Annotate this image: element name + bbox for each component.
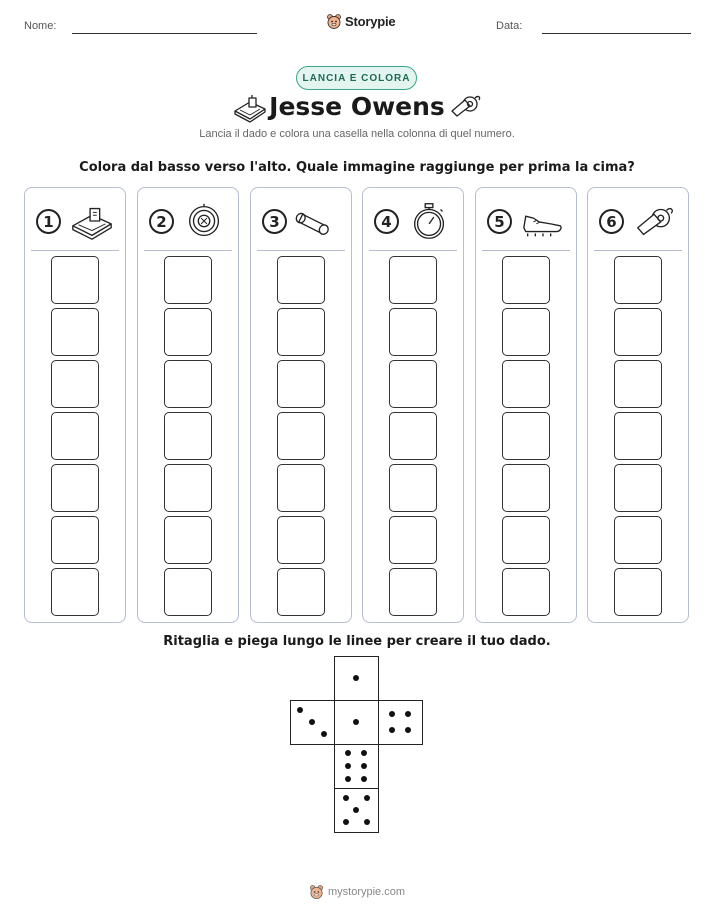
activity-badge: LANCIA E COLORA [296, 66, 417, 90]
color-box[interactable] [277, 568, 325, 616]
stopwatch-icon [407, 200, 453, 242]
column-number: 1 [36, 209, 61, 234]
column-number: 4 [374, 209, 399, 234]
color-box[interactable] [614, 256, 662, 304]
column-6 [587, 187, 689, 623]
column-header [25, 200, 125, 244]
column-header [138, 200, 238, 244]
color-box[interactable] [164, 464, 212, 512]
dice-pip [364, 819, 370, 825]
color-box[interactable] [502, 308, 550, 356]
column-2 [137, 187, 239, 623]
color-box[interactable] [389, 412, 437, 460]
column-header [363, 200, 463, 244]
color-box[interactable] [614, 412, 662, 460]
color-box[interactable] [389, 360, 437, 408]
color-box[interactable] [614, 360, 662, 408]
dice-pip [389, 711, 395, 717]
color-box[interactable] [614, 568, 662, 616]
dice-pip [353, 675, 359, 681]
page-title: Jesse Owens [269, 92, 445, 121]
color-box[interactable] [51, 360, 99, 408]
dice-pip [345, 750, 351, 756]
dice-pip [364, 795, 370, 801]
dice-face [290, 700, 335, 745]
column-number: 2 [149, 209, 174, 234]
whistle-icon [632, 200, 678, 242]
column-3 [250, 187, 352, 623]
color-box[interactable] [164, 412, 212, 460]
column-1 [24, 187, 126, 623]
color-box[interactable] [614, 516, 662, 564]
color-box[interactable] [51, 256, 99, 304]
color-box[interactable] [164, 308, 212, 356]
dice-pip [405, 711, 411, 717]
column-divider [369, 250, 457, 251]
color-box[interactable] [164, 516, 212, 564]
running-shoe-icon [520, 200, 566, 242]
color-box[interactable] [502, 412, 550, 460]
color-box[interactable] [277, 256, 325, 304]
color-box[interactable] [51, 516, 99, 564]
column-divider [594, 250, 682, 251]
subtitle: Lancia il dado e colora una casella nella colonna di quel numero. [199, 128, 515, 140]
dice-pip [297, 707, 303, 713]
dice-pip [353, 807, 359, 813]
dice-pip [361, 776, 367, 782]
column-number: 3 [262, 209, 287, 234]
color-box[interactable] [164, 360, 212, 408]
color-box[interactable] [389, 308, 437, 356]
column-number: 6 [599, 209, 624, 234]
dice-pip [321, 731, 327, 737]
color-box[interactable] [277, 360, 325, 408]
color-box[interactable] [389, 464, 437, 512]
color-box[interactable] [389, 516, 437, 564]
name-label: Nome: [24, 20, 57, 32]
color-box[interactable] [51, 412, 99, 460]
color-box[interactable] [502, 516, 550, 564]
column-divider [482, 250, 570, 251]
color-box[interactable] [502, 360, 550, 408]
color-box[interactable] [51, 464, 99, 512]
color-box[interactable] [502, 464, 550, 512]
storypie-mascot-icon [309, 884, 324, 900]
dice-face [378, 700, 423, 745]
column-header [476, 200, 576, 244]
color-box[interactable] [51, 568, 99, 616]
color-box[interactable] [164, 568, 212, 616]
column-divider [31, 250, 119, 251]
dice-pip [361, 763, 367, 769]
name-line[interactable] [72, 33, 257, 34]
color-box[interactable] [277, 516, 325, 564]
dice-pip [345, 776, 351, 782]
column-number: 5 [487, 209, 512, 234]
logo-text: Storypie [345, 14, 396, 29]
dice-pip [343, 795, 349, 801]
footer [0, 884, 714, 900]
podium-icon [69, 200, 115, 242]
date-label: Data: [496, 20, 523, 32]
dice-face [334, 656, 379, 701]
medal-icon [182, 200, 228, 242]
dice-pip [353, 719, 359, 725]
column-5 [475, 187, 577, 623]
color-box[interactable] [51, 308, 99, 356]
column-header [588, 200, 688, 244]
whistle-icon [448, 94, 482, 120]
color-box[interactable] [502, 256, 550, 304]
dice-pip [343, 819, 349, 825]
baton-icon [295, 200, 341, 242]
dice-face [334, 788, 379, 833]
date-line[interactable] [542, 33, 691, 34]
color-box[interactable] [277, 308, 325, 356]
storypie-logo [326, 13, 395, 30]
column-divider [257, 250, 345, 251]
dice-pip [405, 727, 411, 733]
instruction-heading: Colora dal basso verso l'alto. Quale immagine raggiunge per prima la cima? [79, 160, 635, 175]
cut-instruction: Ritaglia e piega lungo le linee per creare il tuo dado. [163, 634, 551, 649]
storypie-mascot-icon [326, 13, 342, 30]
color-box[interactable] [389, 568, 437, 616]
column-divider [144, 250, 232, 251]
dice-face [334, 744, 379, 789]
color-box[interactable] [614, 308, 662, 356]
dice-pip [345, 763, 351, 769]
color-box[interactable] [277, 412, 325, 460]
column-4 [362, 187, 464, 623]
color-box[interactable] [614, 464, 662, 512]
dice-pip [361, 750, 367, 756]
dice-pip [309, 719, 315, 725]
footer-url[interactable]: mystorypie.com [327, 886, 406, 898]
color-box[interactable] [164, 256, 212, 304]
color-box[interactable] [502, 568, 550, 616]
color-box[interactable] [389, 256, 437, 304]
color-box[interactable] [277, 464, 325, 512]
column-header [251, 200, 351, 244]
dice-pip [389, 727, 395, 733]
dice-face [334, 700, 379, 745]
